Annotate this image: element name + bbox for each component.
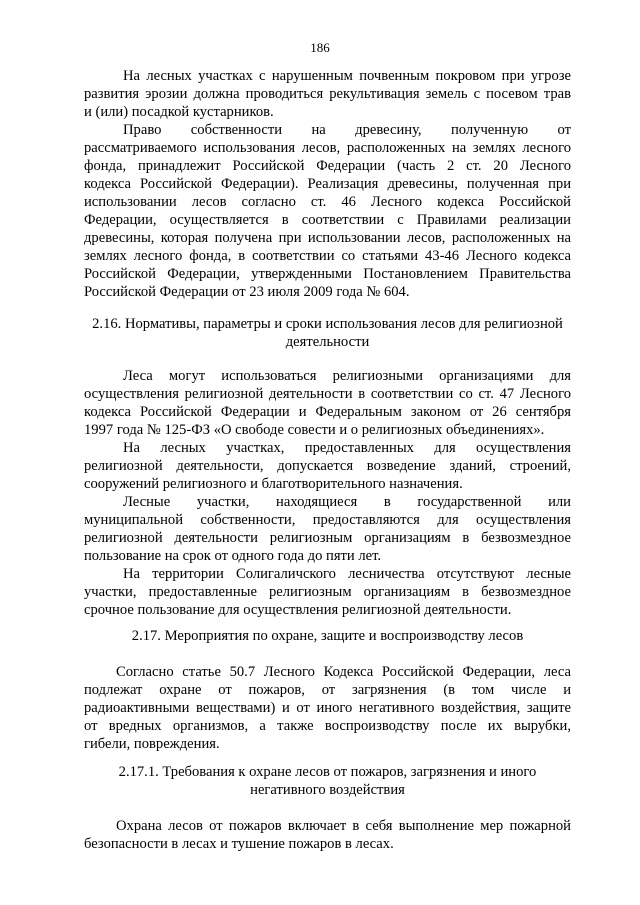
paragraph-line: На лесных участках, предоставленных для осуществления: [123, 440, 571, 456]
paragraph-line: осуществления религиозной деятельности в соответствии со ст. 47 Лесного: [84, 386, 571, 402]
paragraph-line: Федерации, осуществляется в соответствии с Правилами реализации: [84, 212, 571, 228]
paragraph-line: подлежат охране от пожаров, от загрязнения (в том числе и: [84, 682, 571, 698]
paragraph-line: использовании лесов согласно ст. 46 Лесного кодекса Российской: [84, 194, 571, 210]
paragraph-line: участки, предоставленные религиозным организациям в безвозмездное: [84, 584, 571, 600]
paragraph-line: от вредных организмов, а также воспроизводству после их вырубки,: [84, 718, 571, 734]
paragraph-line: кодекса Российской Федерации). Реализация древесины, полученная при: [84, 176, 571, 192]
paragraph-line: На лесных участках с нарушенным почвенным покровом при угрозе: [123, 68, 571, 84]
paragraph-line: фонда, принадлежит Российской Федерации (часть 2 ст. 20 Лесного: [84, 158, 571, 174]
page-number: 186: [310, 40, 330, 55]
paragraph-line: рассматриваемого использования лесов, расположенных на землях лесного: [84, 140, 571, 156]
paragraph-line: безопасности в лесах и тушение пожаров в лесах.: [84, 836, 394, 852]
paragraph-line: пользование на срок от одного года до пяти лет.: [84, 548, 382, 564]
section-heading: 2.17. Мероприятия по охране, защите и воспроизводству лесов: [131, 628, 524, 644]
paragraph-line: землях лесного фонда, в соответствии со статьями 43-46 Лесного кодекса: [84, 248, 571, 264]
paragraph-line: Согласно статье 50.7 Лесного Кодекса Российской Федерации, леса: [116, 664, 571, 680]
paragraph-line: гибели, повреждения.: [84, 736, 220, 752]
paragraph-line: кодекса Российской Федерации и Федеральным законом от 26 сентября: [84, 404, 571, 420]
paragraph-line: муниципальной собственности, предоставляются для осуществления: [84, 512, 571, 528]
section-heading: 2.16. Нормативы, параметры и сроки использования лесов для религиозной: [92, 316, 563, 332]
paragraph-line: религиозной деятельности религиозным организациям в безвозмездное: [84, 530, 571, 546]
paragraph-line: религиозной деятельности, допускается возведение зданий, строений,: [84, 458, 571, 474]
section-heading: деятельности: [285, 334, 370, 350]
paragraph-line: развития эрозии должна проводиться рекультивация земель с посевом трав: [84, 86, 571, 102]
paragraph-line: Российской Федерации, утвержденными Постановлением Правительства: [84, 266, 571, 282]
paragraph-line: радиоактивными веществами) и от иного негативного воздействия, защите: [84, 700, 571, 716]
paragraph-line: Леса могут использоваться религиозными организациями для: [123, 368, 571, 384]
paragraph-line: 1997 года № 125-ФЗ «О свободе совести и о религиозных объединениях».: [84, 422, 545, 438]
paragraph-line: Охрана лесов от пожаров включает в себя выполнение мер пожарной: [116, 818, 571, 834]
paragraph-line: древесины, которая получена при использовании лесов, расположенных на: [84, 230, 571, 246]
section-heading: негативного воздействия: [250, 782, 405, 798]
paragraph-line: На территории Солигаличского лесничества отсутствуют лесные: [123, 566, 571, 582]
section-heading: 2.17.1. Требования к охране лесов от пожаров, загрязнения и иного: [118, 764, 537, 780]
paragraph-line: Российской Федерации от 23 июля 2009 года № 604.: [84, 284, 410, 300]
paragraph-line: Право собственности на древесину, полученную от: [123, 122, 571, 138]
paragraph-line: сооружений религиозного и благотворительного назначения.: [84, 476, 463, 492]
paragraph-line: срочное пользование для осуществления религиозной деятельности.: [84, 602, 512, 618]
paragraph-line: Лесные участки, находящиеся в государственной или: [123, 494, 571, 510]
paragraph-line: и (или) посадкой кустарников.: [84, 104, 274, 120]
